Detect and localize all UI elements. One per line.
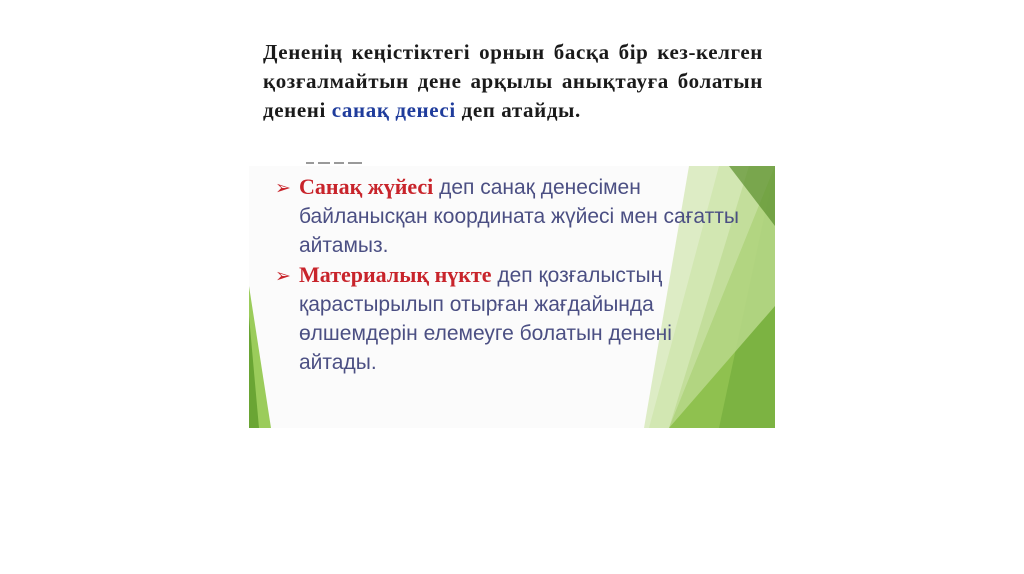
bullet-text: деп санақ денесімен bbox=[433, 176, 641, 199]
bullet-line: айтады. bbox=[299, 351, 377, 374]
bullet-line bbox=[299, 172, 745, 202]
bullet-line bbox=[299, 260, 745, 290]
highlighted-term: санақ денесі bbox=[331, 98, 456, 122]
bullet-list bbox=[275, 172, 745, 377]
bullet-line: айтамыз. bbox=[299, 234, 389, 257]
paragraph-ending: деп атайды. bbox=[455, 98, 581, 122]
arrow-right-icon: ➢ bbox=[275, 265, 291, 287]
bullet-line: байланысқан координата жүйесі мен сағатты bbox=[299, 205, 739, 228]
slide-image bbox=[249, 166, 775, 428]
term-label: Санақ жүйесі bbox=[299, 174, 434, 199]
list-item bbox=[275, 260, 745, 377]
list-item bbox=[275, 172, 745, 260]
bullet-text: деп қозғалыстың bbox=[491, 264, 663, 287]
definition-paragraph bbox=[263, 38, 763, 125]
bullet-line: қарастырылып отырған жағдайында bbox=[299, 293, 654, 316]
term-label: Материалық нүкте bbox=[299, 262, 492, 287]
paragraph-text: Дененің кеңістіктегі орнын басқа бір кез-келген қозғалмайтын дене арқылы анықтауға болатын денені bbox=[263, 40, 763, 122]
arrow-right-icon: ➢ bbox=[275, 177, 291, 199]
bullet-line: өлшемдерін елемеуге болатын денені bbox=[299, 322, 672, 345]
